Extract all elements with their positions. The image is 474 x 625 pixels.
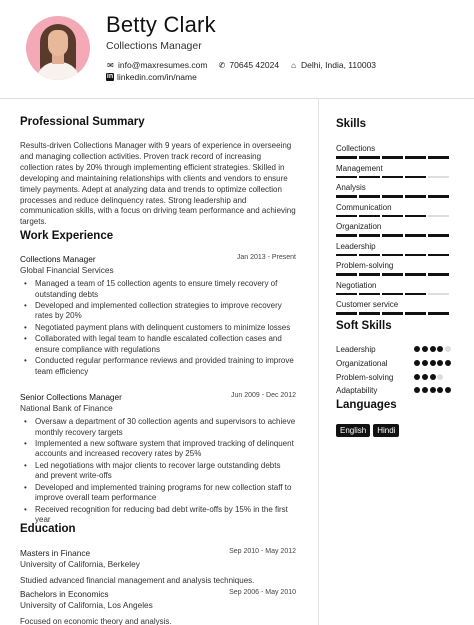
skill-item	[336, 281, 456, 290]
job-bullets	[20, 279, 296, 377]
soft-skill-rating	[414, 360, 454, 368]
skill-level-bar	[336, 234, 451, 237]
skill-level-segment	[359, 195, 380, 198]
job-bullet: • Received recognition for reducing bad debt write-offs by 15% in the first year	[20, 505, 296, 526]
skill-label: Communication	[336, 202, 392, 212]
skill-level-segment	[428, 312, 449, 315]
skill-level-segment	[405, 234, 426, 237]
education-entry	[20, 589, 296, 625]
skill-level-bar	[336, 293, 451, 296]
rating-dot	[437, 374, 443, 380]
skill-level-segment	[405, 195, 426, 198]
phone-icon: ✆	[218, 60, 226, 70]
rating-dot	[430, 374, 436, 380]
skill-level-bar	[336, 215, 451, 218]
skill-item	[336, 222, 456, 231]
candidate-title: Collections Manager	[106, 40, 202, 52]
skill-level-segment	[382, 293, 403, 296]
contact-row	[106, 60, 386, 70]
job-bullet: • Led negotiations with major clients to recover large outstanding debts and prevent write-offs	[20, 461, 296, 482]
skill-level-bar	[336, 195, 451, 198]
job-role: Collections Manager	[20, 254, 96, 264]
skill-level-segment	[336, 234, 357, 237]
edu-dates: Sep 2006 - May 2010	[229, 589, 296, 596]
soft-skill-item	[336, 359, 456, 368]
skill-level-segment	[336, 273, 357, 276]
skill-label: Customer service	[336, 300, 399, 309]
skill-level-segment	[382, 176, 403, 179]
phone-text[interactable]: 70645 42024	[229, 60, 280, 70]
skill-level-segment	[336, 156, 357, 159]
education-entry	[20, 548, 296, 585]
soft-skill-label: Organizational	[336, 359, 388, 368]
summary-section	[20, 116, 296, 228]
skills-heading: Skills	[336, 118, 367, 130]
skill-level-segment	[405, 273, 426, 276]
skill-item	[336, 300, 456, 309]
job-dates: Jan 2013 - Present	[236, 254, 296, 261]
rating-dot	[414, 346, 420, 352]
skill-level-segment	[336, 215, 357, 218]
skill-level-segment	[405, 176, 426, 179]
rating-dot	[422, 374, 428, 380]
skill-level-segment	[359, 273, 380, 276]
job-entry	[20, 392, 296, 526]
edu-degree: Masters in Finance	[20, 548, 91, 558]
skill-level-segment	[359, 254, 380, 257]
soft-skill-label: Leadership	[336, 345, 376, 354]
soft-skill-rating	[414, 346, 454, 354]
soft-skill-rating	[414, 387, 454, 395]
skill-item	[336, 183, 456, 192]
languages-list	[336, 424, 402, 437]
skill-level-segment	[382, 234, 403, 237]
skill-level-segment	[382, 156, 403, 159]
skill-level-segment	[428, 215, 449, 218]
skill-level-segment	[382, 312, 403, 315]
rating-dot	[445, 346, 451, 352]
contact-email[interactable]	[106, 60, 207, 70]
skill-level-segment	[405, 293, 426, 296]
skill-level-segment	[428, 254, 449, 257]
contact-phone[interactable]	[217, 60, 279, 70]
contact-linkedin[interactable]	[106, 72, 197, 82]
edu-desc: Focused on economic theory and analysis.	[20, 617, 172, 625]
skill-level-segment	[428, 273, 449, 276]
skill-label: Leadership	[336, 241, 376, 251]
linkedin-icon: in	[106, 73, 114, 80]
skill-level-segment	[359, 156, 380, 159]
skill-level-bar	[336, 312, 451, 315]
column-divider	[318, 98, 319, 625]
skill-level-segment	[382, 254, 403, 257]
skill-label: Negotiation	[336, 280, 377, 290]
soft-skill-label: Adaptability	[336, 386, 378, 395]
skill-level-segment	[382, 273, 403, 276]
skill-level-bar	[336, 273, 451, 276]
rating-dot	[445, 387, 451, 393]
skill-level-segment	[382, 195, 403, 198]
contact-row-2	[106, 72, 207, 82]
rating-dot	[414, 374, 420, 380]
skill-level-segment	[405, 156, 426, 159]
edu-school: University of California, Los Angeles	[20, 600, 153, 610]
home-icon: ⌂	[291, 60, 296, 70]
skill-level-segment	[359, 234, 380, 237]
soft-skill-item	[336, 345, 456, 354]
job-bullet: • Developed and implemented collection strategies to improve recovery rates by 20%	[20, 301, 296, 322]
soft-skill-item	[336, 386, 456, 395]
rating-dot	[437, 387, 443, 393]
skill-level-segment	[405, 215, 426, 218]
skill-level-segment	[382, 215, 403, 218]
candidate-name: Betty Clark	[106, 12, 216, 37]
skill-item	[336, 164, 456, 173]
soft-skill-rating	[414, 374, 454, 382]
skill-level-segment	[359, 293, 380, 296]
rating-dot	[414, 387, 420, 393]
edu-degree: Bachelors in Economics	[20, 589, 109, 599]
job-company: National Bank of Finance	[20, 403, 113, 413]
job-bullet: • Developed and implemented training programs for new collection staff to improve overall team performance	[20, 483, 296, 504]
skill-item	[336, 242, 456, 251]
languages-heading: Languages	[336, 399, 397, 411]
profile-photo	[26, 16, 90, 80]
edu-school: University of California, Berkeley	[20, 559, 140, 569]
soft-skill-label: Problem-solving	[336, 373, 394, 382]
rating-dot	[437, 360, 443, 366]
linkedin-text[interactable]: linkedin.com/in/name	[117, 72, 197, 82]
skill-level-bar	[336, 176, 451, 179]
job-bullet: • Implemented a new software system that improved tracking of delinquent accounts and increased recovery rates by 25%	[20, 439, 296, 460]
resume-header	[0, 0, 474, 98]
skill-level-segment	[428, 176, 449, 179]
skill-level-segment	[336, 195, 357, 198]
skill-level-bar	[336, 156, 451, 159]
skill-level-segment	[428, 156, 449, 159]
rating-dot	[430, 387, 436, 393]
job-bullet: • Managed a team of 15 collection agents to ensure timely recovery of outstanding debts	[20, 279, 296, 300]
skill-item	[336, 261, 456, 270]
skill-level-segment	[336, 254, 357, 257]
skill-level-segment	[336, 176, 357, 179]
contact-location	[289, 60, 376, 70]
job-bullets	[20, 417, 296, 526]
soft-skill-item	[336, 373, 456, 382]
job-entry	[20, 254, 296, 378]
skill-item	[336, 144, 456, 153]
skill-label: Management	[336, 163, 383, 173]
job-bullet: • Oversaw a department of 30 collection agents and supervisors to achieve monthly recovery targets	[20, 417, 296, 438]
skill-label: Problem-solving	[336, 261, 394, 270]
job-bullet: • Conducted regular performance reviews and provided training to improve team efficiency	[20, 356, 296, 377]
rating-dot	[445, 360, 451, 366]
summary-heading: Professional Summary	[20, 116, 145, 128]
rating-dot	[422, 387, 428, 393]
soft-skills-heading: Soft Skills	[336, 320, 392, 332]
skill-label: Analysis	[336, 183, 366, 192]
skill-level-segment	[359, 215, 380, 218]
skill-level-segment	[405, 254, 426, 257]
email-text[interactable]: info@maxresumes.com	[118, 60, 208, 70]
rating-dot	[422, 360, 428, 366]
skill-level-segment	[428, 234, 449, 237]
language-badge: Hindi	[373, 424, 399, 437]
rating-dot	[430, 360, 436, 366]
job-company: Global Financial Services	[20, 265, 114, 275]
job-bullet: • Collaborated with legal team to handle escalated collection cases and ensure compliance with regulations	[20, 334, 296, 355]
work-heading: Work Experience	[20, 230, 114, 242]
rating-dot	[430, 346, 436, 352]
education-heading: Education	[20, 523, 76, 535]
email-icon: ✉	[107, 60, 114, 70]
skill-level-segment	[336, 312, 357, 315]
skill-level-segment	[405, 312, 426, 315]
skill-item	[336, 203, 456, 212]
skill-label: Collections	[336, 144, 376, 153]
rating-dot	[414, 360, 420, 366]
job-dates: Jun 2009 - Dec 2012	[231, 392, 296, 399]
header-divider	[0, 98, 474, 99]
location-text: Delhi, India, 110003	[301, 60, 377, 70]
skill-label: Organization	[336, 222, 382, 231]
edu-desc: Studied advanced financial management and analysis techniques.	[20, 576, 255, 585]
skill-level-segment	[359, 176, 380, 179]
job-bullet: • Negotiated payment plans with delinquent customers to minimize losses	[20, 323, 296, 334]
skill-level-segment	[428, 293, 449, 296]
skill-level-segment	[336, 293, 357, 296]
rating-dot	[422, 346, 428, 352]
edu-dates: Sep 2010 - May 2012	[229, 548, 296, 555]
summary-text: Results-driven Collections Manager with 9 years of experience in overseeing and managing collection activities. Proven track record of increasing collection rates by 20% through implementing efficient strategies. Skilled in developing and maintaining relationships with clients and vendors to ensure timely payments. Adept at analyzing data and trends to optimize collection processes and reduce delinquency rates. Strong leadership and communication skills, with a focus on driving team performance and achieving targets.	[20, 141, 296, 227]
skill-level-segment	[428, 195, 449, 198]
skill-level-segment	[359, 312, 380, 315]
rating-dot	[437, 346, 443, 352]
language-badge: English	[336, 424, 370, 437]
skill-level-bar	[336, 254, 451, 257]
job-role: Senior Collections Manager	[20, 392, 122, 402]
